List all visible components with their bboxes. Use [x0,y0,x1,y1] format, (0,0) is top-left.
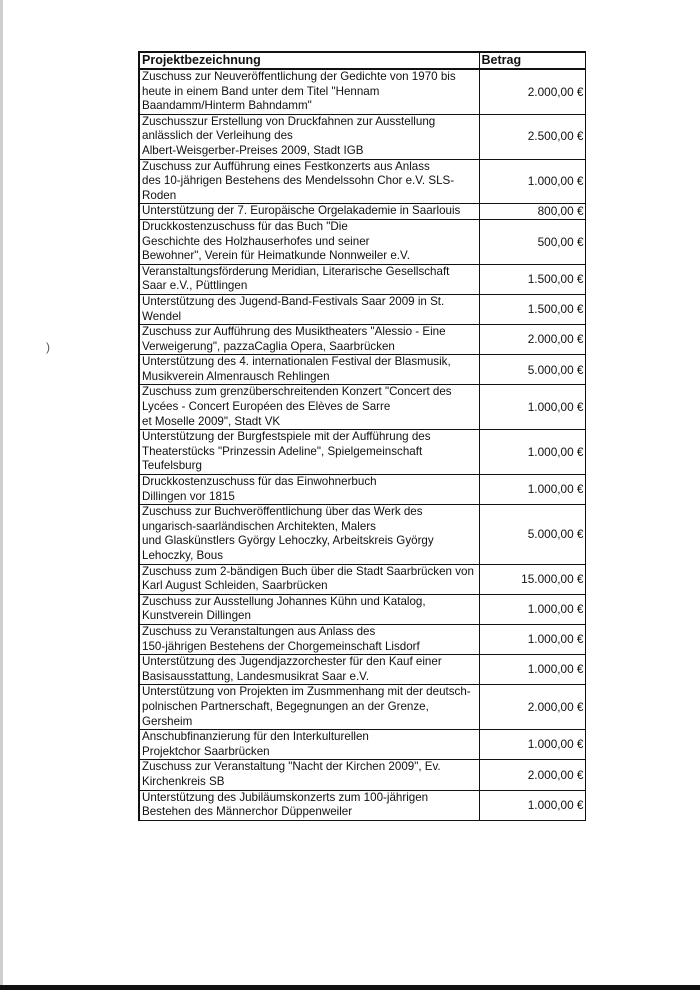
amount-cell: 1.000,00 € [479,594,585,624]
project-name-line: Unterstützung des Jugend-Band-Festivals Saar 2009 in St. [142,294,445,308]
funding-table [138,51,586,821]
project-name-line: 150-jährigen Bestehens der Chorgemeinschaft Lisdorf [142,639,420,653]
table-body [139,69,585,820]
amount-cell: 1.000,00 € [479,790,585,820]
amount-cell: 2.000,00 € [479,69,585,114]
table-row [139,294,585,324]
project-name-cell [139,159,479,204]
amount-cell: 1.500,00 € [479,264,585,294]
project-name-line: Basisausstattung, Landesmusikrat Saar e.V. [142,669,370,683]
project-name-line: Zuschuss zur Veranstaltung "Nacht der Kirchen 2009", Ev. [142,760,441,774]
project-name-line: et Moselle 2009", Stadt VK [142,414,281,428]
project-name-line: Zuschuss zum grenzüberschreitenden Konzert "Concert des [142,385,452,399]
header-amount: Betrag [479,52,585,69]
table-row [139,685,585,730]
project-name-cell [139,69,479,114]
project-name-line: Zuschuss zur Neuveröffentlichung der Gedichte von 1970 bis [142,70,456,83]
amount-cell: 1.000,00 € [479,430,585,475]
project-name-line: Verweigerung", pazzaCaglia Opera, Saarbrücken [142,339,395,353]
amount-cell: 1.000,00 € [479,159,585,204]
project-name-line: Unterstützung von Projekten im Zusmmenhang mit der deutsch- [142,685,471,699]
table-row [139,114,585,159]
project-name-cell [139,790,479,820]
project-name-line: Zuschuss zur Ausstellung Johannes Kühn und Katalog, [142,594,426,608]
project-name-line: Saar e.V., Püttlingen [142,279,248,293]
project-name-cell [139,264,479,294]
project-name-line: Lehoczky, Bous [142,549,223,562]
project-name-cell [139,114,479,159]
project-name-cell [139,355,479,385]
project-name-line: Unterstützung des 4. internationalen Festival der Blasmusik, [142,355,451,369]
project-name-line: Zuschuss zur Buchveröffentlichung über das Werk des [142,505,423,519]
amount-cell: 2.500,00 € [479,114,585,159]
project-name-line: Geschichte des Holzhauserhofes und seiner [142,234,370,248]
project-name-cell [139,430,479,475]
project-name-line: Bestehen des Männerchor Düppenweiler [142,805,353,819]
amount-cell: 2.000,00 € [479,760,585,790]
amount-cell: 2.000,00 € [479,685,585,730]
project-name-line: Roden [142,188,177,202]
amount-cell: 1.500,00 € [479,294,585,324]
project-name-line: Theaterstücks "Prinzessin Adeline", Spielgemeinschaft [142,444,423,458]
project-name-cell [139,760,479,790]
project-name-line: Druckkostenzuschuss für das Buch "Die [142,219,348,233]
table-row [139,564,585,594]
table-row [139,264,585,294]
project-name-cell [139,325,479,355]
header-project-name: Projektbezeichnung [139,52,479,69]
amount-cell: 500,00 € [479,219,585,264]
scan-left-edge [0,0,3,990]
project-name-line: Kirchenkreis SB [142,774,225,788]
scan-bottom-edge [0,985,700,990]
table-row [139,760,585,790]
project-name-line: Druckkostenzuschuss für das Einwohnerbuch [142,475,377,489]
table-row [139,219,585,264]
table-row [139,624,585,654]
table-row [139,594,585,624]
project-name-line: Unterstützung des Jugendjazzorchester für den Kauf einer [142,655,442,669]
scan-margin-mark: ) [46,340,50,354]
amount-cell: 15.000,00 € [479,564,585,594]
project-name-cell [139,219,479,264]
project-name-line: Bewohner", Verein für Heimatkunde Nonnweiler e.V. [142,249,410,263]
project-name-line: und Glaskünstlers György Lehoczky, Arbeitskreis György [142,534,434,548]
project-name-line: Zuschuss zum 2-bändigen Buch über die Stadt Saarbrücken von [142,564,474,578]
project-name-cell [139,475,479,505]
project-name-line: Zuschuss zu Veranstaltungen aus Anlass des [142,624,376,638]
project-name-line: Musikverein Almenrausch Rehlingen [142,369,330,383]
project-name-line: Unterstützung der Burgfestspiele mit der Aufführung des [142,430,431,444]
project-name-line: Projektchor Saarbrücken [142,744,270,758]
project-name-line: des 10-jährigen Bestehens des Mendelssohn Chor e.V. SLS- [142,174,455,188]
project-name-line: Dillingen vor 1815 [142,489,235,503]
project-name-cell [139,564,479,594]
table-row [139,730,585,760]
project-name-line: Lycées - Concert Européen des Elèves de Sarre [142,400,391,414]
amount-cell: 1.000,00 € [479,385,585,430]
amount-cell: 1.000,00 € [479,475,585,505]
project-name-cell [139,505,479,564]
project-name-cell [139,594,479,624]
table-row [139,430,585,475]
project-name-cell [139,685,479,730]
amount-cell: 1.000,00 € [479,730,585,760]
amount-cell: 1.000,00 € [479,624,585,654]
project-name-line: Teufelsburg [142,459,202,473]
project-name-line: Veranstaltungsförderung Meridian, Literarische Gesellschaft [142,264,450,278]
table-header-row [139,52,585,69]
table-row [139,655,585,685]
amount-cell: 2.000,00 € [479,325,585,355]
project-name-line: Unterstützung der 7. Europäische Orgelakademie in Saarlouis [142,204,461,218]
project-name-line: Zuschuss zur Aufführung des Musiktheaters "Alessio - Eine [142,325,446,339]
table-row [139,790,585,820]
table-row [139,355,585,385]
project-name-cell [139,204,479,220]
project-name-line: polnischen Partnerschaft, Begegnungen an der Grenze, [142,699,429,713]
project-name-line: Wendel [142,309,182,323]
amount-cell: 5.000,00 € [479,505,585,564]
table-row [139,385,585,430]
amount-cell: 5.000,00 € [479,355,585,385]
project-name-line: anlässlich der Verleihung des [142,129,293,143]
project-name-cell [139,624,479,654]
amount-cell: 1.000,00 € [479,655,585,685]
table-row [139,475,585,505]
project-name-line: Anschubfinanzierung für den Interkulturellen [142,730,369,744]
project-name-cell [139,385,479,430]
project-name-line: Zuschusszur Erstellung von Druckfahnen zur Ausstellung [142,114,436,128]
table-row [139,159,585,204]
table-row [139,204,585,220]
project-name-line: ungarisch-saarländischen Architekten, Malers [142,519,376,533]
table-row [139,69,585,114]
table-row [139,325,585,355]
project-name-line: Unterstützung des Jubiläumskonzerts zum 100-jährigen [142,790,429,804]
amount-cell: 800,00 € [479,204,585,220]
project-name-line: Zuschuss zur Aufführung eines Festkonzerts aus Anlass [142,159,430,173]
project-name-line: Baandamm/Hinterm Bahndamm" [142,99,312,113]
project-name-line: Gersheim [142,714,193,728]
project-name-cell [139,730,479,760]
project-name-line: Kunstverein Dillingen [142,609,251,623]
table-row [139,505,585,564]
project-name-cell [139,294,479,324]
project-name-cell [139,655,479,685]
project-name-line: Albert-Weisgerber-Preises 2009, Stadt IGB [142,143,364,157]
project-name-line: heute in einem Band unter dem Titel "Hennam [142,84,380,98]
project-name-line: Karl August Schleiden, Saarbrücken [142,579,328,593]
